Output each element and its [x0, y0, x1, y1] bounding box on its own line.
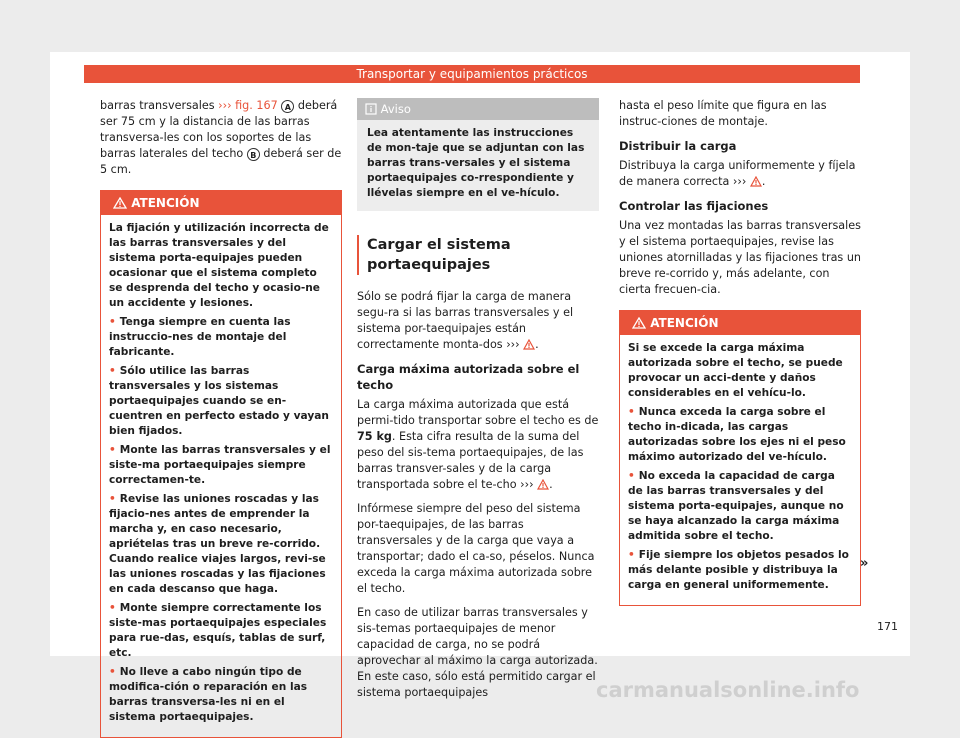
page-header: Transportar y equipamientos prácticos [84, 65, 860, 83]
warning-icon [523, 339, 535, 350]
intro-paragraph: barras transversales ››› fig. 167 A deberá ser 75 cm y la distancia de las barras transversa-les con los soportes de las barras laterales del techo B deberá ser de 5 cm. [100, 99, 342, 176]
warning-icon [750, 176, 762, 187]
warning-bullet: • Sólo utilice las barras transversales y los sistemas portaequipajes cuando se en-cuentren en perfecto estado y vayan bien fijados. [109, 364, 333, 439]
warning-header: ATENCIÓN [101, 191, 341, 215]
warning-bullet: • Nunca exceda la carga sobre el techo in-dicada, las cargas autorizadas sobre los ejes ni el peso máximo autorizado del ve-hículo. [628, 405, 852, 465]
warning-icon [113, 197, 127, 209]
warning-bullet: • No exceda la capacidad de carga de las barras transversales y del sistema porta-equipajes, aunque no se haya alcanzado la carga máxima admitida sobre el techo. [628, 469, 852, 544]
paragraph: En caso de utilizar barras transversales y sis-temas portaequipajes de menor capacidad de carga, no se podrá aprovechar al máximo la carga autorizada. En este caso, sólo está permitido cargar el sistema portaequipajes [357, 606, 598, 699]
warning-bullet: • Monte las barras transversales y el siste-ma portaequipajes siempre correctamen-te. [109, 443, 333, 488]
warning-box-2 [619, 310, 861, 606]
warning-bullet: • Monte siempre correctamente los siste-mas portaequipajes especiales para rue-das, esquís, tablas de surf, etc. [109, 601, 333, 661]
warning-lead: Si se excede la carga máxima autorizada sobre el techo, se puede provocar un acci-dente y daños considerables en el vehícu-lo. [628, 342, 843, 399]
watermark: carmanualsonline.info [596, 678, 860, 702]
reference-arrow[interactable]: ››› [506, 338, 520, 351]
subheading: Carga máxima autorizada sobre el techo [357, 362, 580, 392]
warning-lead: La fijación y utilización incorrecta de las barras transversales y del sistema porta-equipajes pueden ocasionar que el sistema completo se desprenda del techo y ocasio-ne un accidente y lesiones. [109, 222, 329, 309]
paragraph: Distribuya la carga uniformemente y fíjela de manera correcta ››› . [619, 159, 856, 188]
warning-header: ATENCIÓN [620, 311, 860, 335]
section-title: Cargar el sistema portaequipajes [357, 235, 599, 275]
warning-bullet: • Tenga siempre en cuenta las instruccio-nes de montaje del fabricante. [109, 315, 333, 360]
warning-bullet: • Revise las uniones roscadas y las fijacio-nes antes de emprender la marcha y, en caso necesario, apriételas tras un breve re-corrido. Cuando realice viajes largos, revi-se las uniones roscadas y las fijaciones en cada descanso que haga. [109, 492, 333, 597]
marker-a: A [281, 100, 294, 113]
page-number: 171 [877, 620, 898, 633]
subheading: Controlar las fijaciones [619, 199, 769, 213]
reference-arrow[interactable]: ››› [732, 175, 747, 188]
note-header: Aviso [357, 98, 599, 120]
warning-icon [537, 479, 549, 490]
continue-mark: » [860, 556, 869, 571]
paragraph: La carga máxima autorizada que está permi-tido transportar sobre el techo es de 75 kg. Esta cifra resulta de la suma del peso del sis-tema portaequipajes, de las barras transver-sales y de la carga transportada sobre el te-cho ››› . [357, 398, 599, 491]
warning-bullet: • Fije siempre los objetos pesados lo más delante posible y distribuya la carga en general uniformemente. [628, 548, 852, 593]
warning-bullet: • No lleve a cabo ningún tipo de modifica-ción o reparación en las barras transversa-les ni en el sistema portaequipajes. [109, 665, 333, 725]
figure-link[interactable]: ››› fig. 167 [214, 99, 282, 112]
reference-arrow[interactable]: ››› [520, 478, 534, 491]
column-3 [619, 98, 861, 606]
note-body: Lea atentamente las instrucciones de mon-taje que se adjuntan con las barras trans-versales y el sistema portaequipajes co-rrespondiente y llévelas siempre en el ve-hículo. [367, 127, 585, 199]
paragraph: hasta el peso límite que figura en las instruc-ciones de montaje. [619, 99, 827, 128]
column-2 [357, 98, 599, 709]
column-1 [100, 98, 342, 738]
paragraph: Infórmese siempre del peso del sistema por-taequipajes, de las barras transversales y de la carga que vaya a transportar; dado el ca-so, péselos. Nunca exceda la carga máxima autorizada sobre el techo. [357, 502, 595, 595]
info-icon [365, 103, 377, 115]
paragraph: Una vez montadas las barras transversales y el sistema portaequipajes, revise las uniones atornilladas y las fijaciones tras un breve re-corrido y, más adelante, con cierta frecuen-cia. [619, 219, 862, 296]
warning-box-1 [100, 190, 342, 738]
subheading: Distribuir la carga [619, 139, 737, 153]
max-load-value: 75 kg [357, 430, 392, 443]
paragraph: Sólo se podrá fijar la carga de manera segu-ra si las barras transversales y el sistema por-taequipajes están correctamente monta-dos ››› . [357, 290, 574, 351]
note-box [357, 98, 599, 211]
warning-icon [632, 317, 646, 329]
marker-b: B [247, 148, 260, 161]
